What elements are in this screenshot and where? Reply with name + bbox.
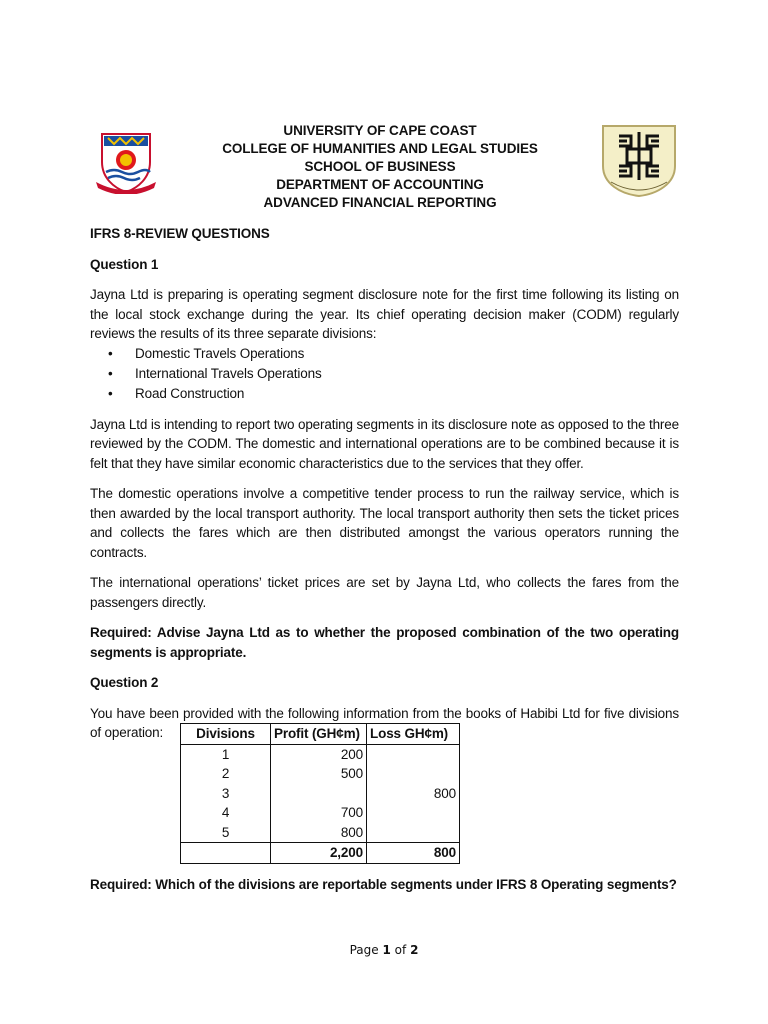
header-profit: Profit (GH¢m)	[271, 724, 367, 745]
page-footer	[0, 943, 768, 957]
institution-header	[160, 122, 600, 212]
header-divisions: Divisions	[181, 724, 271, 745]
table-row	[181, 744, 460, 764]
main-content	[90, 224, 679, 743]
table-header-row	[181, 724, 460, 745]
cell-loss	[367, 823, 460, 843]
cell-profit: 800	[271, 823, 367, 843]
cell-profit	[271, 784, 367, 804]
table-row	[181, 764, 460, 784]
divisions-table	[180, 723, 460, 864]
table-row	[181, 823, 460, 843]
list-item: • Road Construction	[135, 384, 679, 404]
page-number: 1	[382, 943, 391, 957]
cell-profit: 200	[271, 744, 367, 764]
list-item: • International Travels Operations	[135, 364, 679, 384]
of-word: of	[394, 943, 407, 957]
header-college: COLLEGE OF HUMANITIES AND LEGAL STUDIES	[222, 141, 538, 156]
header-university: UNIVERSITY OF CAPE COAST	[283, 123, 477, 138]
question-1-intro: Jayna Ltd is preparing is operating segment disclosure note for the first time following its listing on the local stock exchange during the year. Its chief operating decision maker (CODM) regularly reviews the results of its three separate divisions:	[90, 287, 679, 341]
cell-total-label	[181, 843, 271, 864]
header-school: SCHOOL OF BUSINESS	[304, 159, 456, 174]
question-1-paragraph-2: Jayna Ltd is intending to report two operating segments in its disclosure note as opposed to the three reviewed by the CODM. The domestic and international operations are to be combined because it is felt that they have similar economic characteristics due to the services that they offer.	[90, 416, 679, 471]
question-1-heading: Question 1	[90, 256, 159, 272]
page-word: Page	[349, 943, 379, 957]
header-department: DEPARTMENT OF ACCOUNTING	[276, 177, 484, 192]
header-course: ADVANCED FINANCIAL REPORTING	[263, 195, 497, 210]
cell-division: 1	[181, 744, 271, 764]
university-crest-icon	[94, 128, 158, 194]
table-row	[181, 803, 460, 823]
document-title: IFRS 8-REVIEW QUESTIONS	[90, 226, 270, 241]
question-1-required: Required: Advise Jayna Ltd as to whether the proposed combination of the two operating segments is appropriate.	[90, 625, 679, 660]
cell-loss	[367, 744, 460, 764]
cell-profit: 700	[271, 803, 367, 823]
question-1-paragraph-4: The international operations’ ticket prices are set by Jayna Ltd, who collects the fares from the passengers directly.	[90, 575, 679, 610]
cell-division: 4	[181, 803, 271, 823]
question-1-paragraph-3: The domestic operations involve a competitive tender process to run the railway service, which is then awarded by the local transport authority. The local transport authority then sets the ticket prices and collects the fares which are then distributed amongst the various operators running the contracts.	[90, 486, 679, 560]
question-2-intro: You have been provided with the following information from the books of Habibi Ltd for five divisions of operation:	[90, 705, 679, 740]
cell-profit: 500	[271, 764, 367, 784]
table-row	[181, 784, 460, 804]
cell-loss: 800	[367, 784, 460, 804]
header-loss: Loss GH¢m)	[367, 724, 460, 745]
cell-total-loss: 800	[367, 843, 460, 864]
division-list	[90, 344, 679, 404]
cell-division: 2	[181, 764, 271, 784]
question-2-heading: Question 2	[90, 675, 159, 690]
table-total-row	[181, 843, 460, 864]
adinkra-seal-icon	[597, 122, 681, 198]
cell-loss	[367, 764, 460, 784]
cell-division: 3	[181, 784, 271, 804]
cell-division: 5	[181, 823, 271, 843]
cell-loss	[367, 803, 460, 823]
cell-total-profit: 2,200	[271, 843, 367, 864]
page-total: 2	[410, 943, 419, 957]
list-item: • Domestic Travels Operations	[135, 344, 679, 364]
question-2-required: Required: Which of the divisions are reportable segments under IFRS 8 Operating segments?	[90, 877, 677, 892]
